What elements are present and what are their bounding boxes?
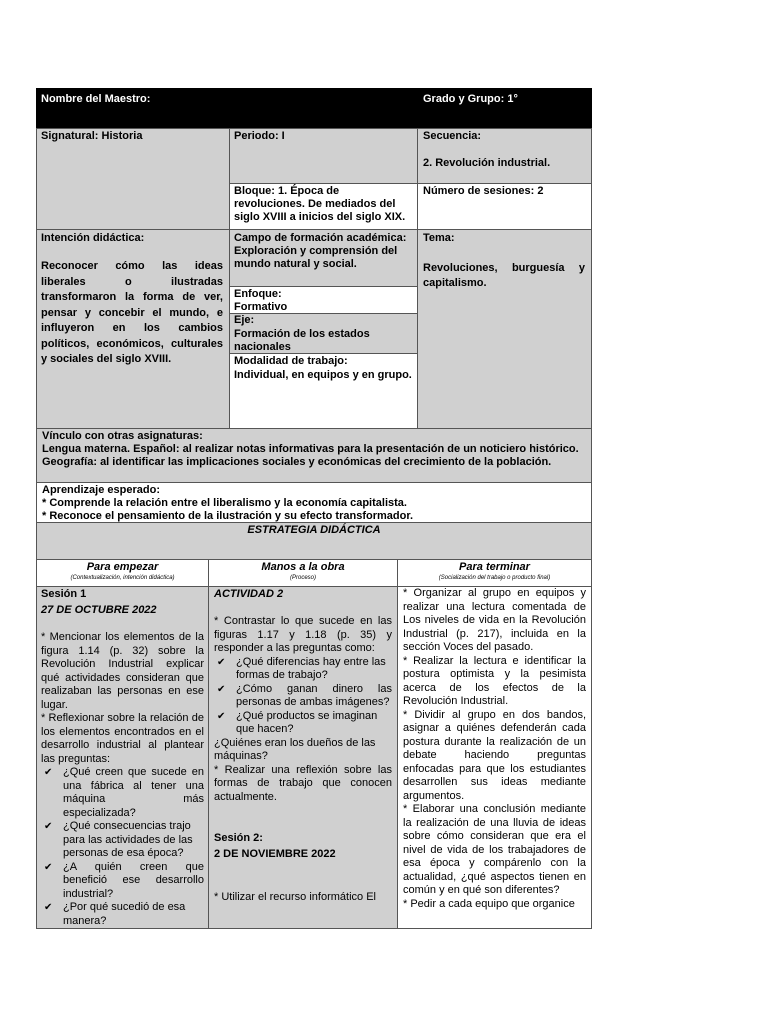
theme-value: Revoluciones, burguesía y capitalismo. — [423, 262, 585, 289]
col3-subtitle: (Socialización del trabajo o producto final) — [438, 575, 551, 581]
block-text: Bloque: 1. Época de revoluciones. De mediados del siglo XVIII a inicios del siglo XIX. — [234, 185, 406, 223]
sessions-text: Número de sesiones: 2 — [423, 185, 544, 197]
col2-subtitle: (Proceso) — [289, 575, 316, 581]
col3-p4: * Elaborar una conclusión mediante la realización de una lluvia de ideas sobre cómo consideran que era el nivel de vida de los trabajadores de esa época y compárenlo con la actualidad, ¿qué aspectos tienen en común y en qué son diferentes? — [403, 803, 586, 896]
intent-label: Intención didáctica: — [41, 232, 145, 244]
axis-label: Eje: — [234, 314, 255, 326]
col3-header — [397, 559, 592, 587]
links-line2: Geografía: al identificar las implicaciones sociales y económicas del crecimiento de la población. — [42, 456, 552, 468]
col2-p2: ¿Quiénes eran los dueños de las máquinas? — [214, 736, 376, 762]
mode-value: Individual, en equipos y en grupo. — [234, 369, 412, 381]
links-label: Vínculo con otras asignaturas: — [42, 430, 203, 442]
col2-question: ✔ ¿Cómo ganan dinero las personas de ambas imágenes? — [214, 683, 392, 710]
col1-question: ✔ ¿Qué creen que sucede en una fábrica al tener una máquina más especializada? — [41, 766, 204, 820]
col1-question: ✔ ¿A quién creen que benefició ese desarrollo industrial? — [41, 861, 204, 902]
col1-header — [36, 559, 209, 587]
block-cell — [229, 183, 418, 230]
col2-session: Sesión 2: — [214, 832, 263, 844]
field-cell — [229, 229, 418, 287]
col2-questions — [214, 656, 392, 737]
subject-text: Signatural: Historia — [41, 130, 143, 142]
col2-question: ✔ ¿Qué productos se imaginan que hacen? — [214, 710, 392, 737]
learning-cell — [36, 482, 592, 523]
subject-cell — [36, 128, 230, 230]
col2-title: Manos a la obra — [261, 561, 345, 573]
axis-value: Formación de los estados nacionales — [234, 328, 370, 353]
axis-cell — [229, 313, 418, 354]
col2-header — [208, 559, 398, 587]
col2-date: 2 DE NOVIEMBRE 2022 — [214, 848, 336, 860]
intent-cell — [36, 229, 230, 429]
col3-p5: * Pedir a cada equipo que organice — [403, 897, 575, 910]
col1-questions — [41, 766, 204, 928]
strategy-title: ESTRATEGIA DIDÁCTICA — [247, 524, 381, 536]
learning-label: Aprendizaje esperado: — [42, 484, 160, 496]
col1-question: ✔ ¿Por qué sucedió de esa manera? — [41, 901, 204, 928]
focus-label: Enfoque: — [234, 288, 282, 300]
col1-date: 27 DE OCTUBRE 2022 — [41, 604, 157, 616]
focus-value: Formativo — [234, 301, 288, 313]
mode-cell — [229, 353, 418, 429]
learning-item2: * Reconoce el pensamiento de la ilustración y su efecto transformador. — [42, 510, 414, 522]
col3-body — [397, 586, 592, 929]
period-text: Periodo: I — [234, 130, 285, 142]
links-line1: Lengua materna. Español: al realizar notas informativas para la presentación de un noticiero histórico. — [42, 443, 579, 455]
col1-p1: * Mencionar los elementos de la figura 1.14 (p. 32) sobre la Revolución Industrial explicar qué actividades consideran que realizaban las personas en ese lugar. — [41, 631, 204, 711]
links-cell — [36, 428, 592, 483]
col3-p2: * Realizar la lectura e identificar la postura optimista y la pesimista acerca de los efectos de la Revolución Industrial. — [403, 654, 586, 707]
col1-title: Para empezar — [86, 561, 159, 573]
col3-title: Para terminar — [459, 561, 530, 573]
learning-item1: * Comprende la relación entre el liberalismo y la economía capitalista. — [42, 497, 407, 509]
period-cell — [229, 128, 418, 184]
sessions-cell — [417, 183, 592, 230]
sequence-cell — [417, 128, 592, 184]
intent-text: Reconocer cómo las ideas liberales o ilustradas transformaron la forma de ver, pensar y concebir el mundo, e influyeron en los cambios políticos, económicos, culturales y sociales del siglo XVIII. — [41, 260, 223, 365]
teacher-label: Nombre del Maestro: — [41, 93, 151, 105]
theme-cell — [417, 229, 592, 429]
field-label: Campo de formación académica: — [234, 232, 407, 244]
col2-question: ✔ ¿Qué diferencias hay entre las formas de trabajo? — [214, 656, 392, 683]
col2-body — [208, 586, 398, 929]
focus-cell — [229, 286, 418, 314]
col1-session: Sesión 1 — [41, 588, 87, 600]
strategy-cell — [36, 522, 592, 560]
col1-p2: * Reflexionar sobre la relación de los elementos encontrados en el desarrollo industrial al plantear las preguntas: — [41, 712, 204, 765]
col1-subtitle: (Contextualización, intención didáctica) — [70, 575, 175, 581]
col2-p3: * Realizar una reflexión sobre las formas de trabajo que conocen actualmente. — [214, 763, 392, 803]
col1-body — [36, 586, 209, 929]
theme-label: Tema: — [423, 232, 455, 244]
sequence-label: Secuencia: — [423, 130, 482, 142]
col3-p1: * Organizar al grupo en equipos y realizar una lectura comentada de Los niveles de vida en la Revolución Industrial (p. 217), incluida en la sección Voces del pasado. — [403, 587, 586, 653]
col1-question: ✔ ¿Qué consecuencias trajo para las actividades de las personas de esa época? — [41, 820, 204, 861]
sequence-value: 2. Revolución industrial. — [423, 157, 551, 169]
col2-activity: ACTIVIDAD 2 — [214, 588, 284, 600]
col3-p3: * Dividir al grupo en dos bandos, asignar a quiénes defenderán cada postura durante la realización de un debate haciendo preguntas enfocadas para que los estudiantes desarrollen sus ideas mediante argumentos. — [403, 708, 586, 802]
field-value: Exploración y comprensión del mundo natural y social. — [234, 245, 398, 270]
col2-p4: * Utilizar el recurso informático El — [214, 891, 376, 903]
mode-label: Modalidad de trabajo: — [234, 355, 348, 367]
col2-p1: * Contrastar lo que sucede en las figuras 1.17 y 1.18 (p. 35) y responder a las preguntas como: — [214, 615, 392, 654]
grade-label: Grado y Grupo: 1° — [423, 93, 518, 105]
